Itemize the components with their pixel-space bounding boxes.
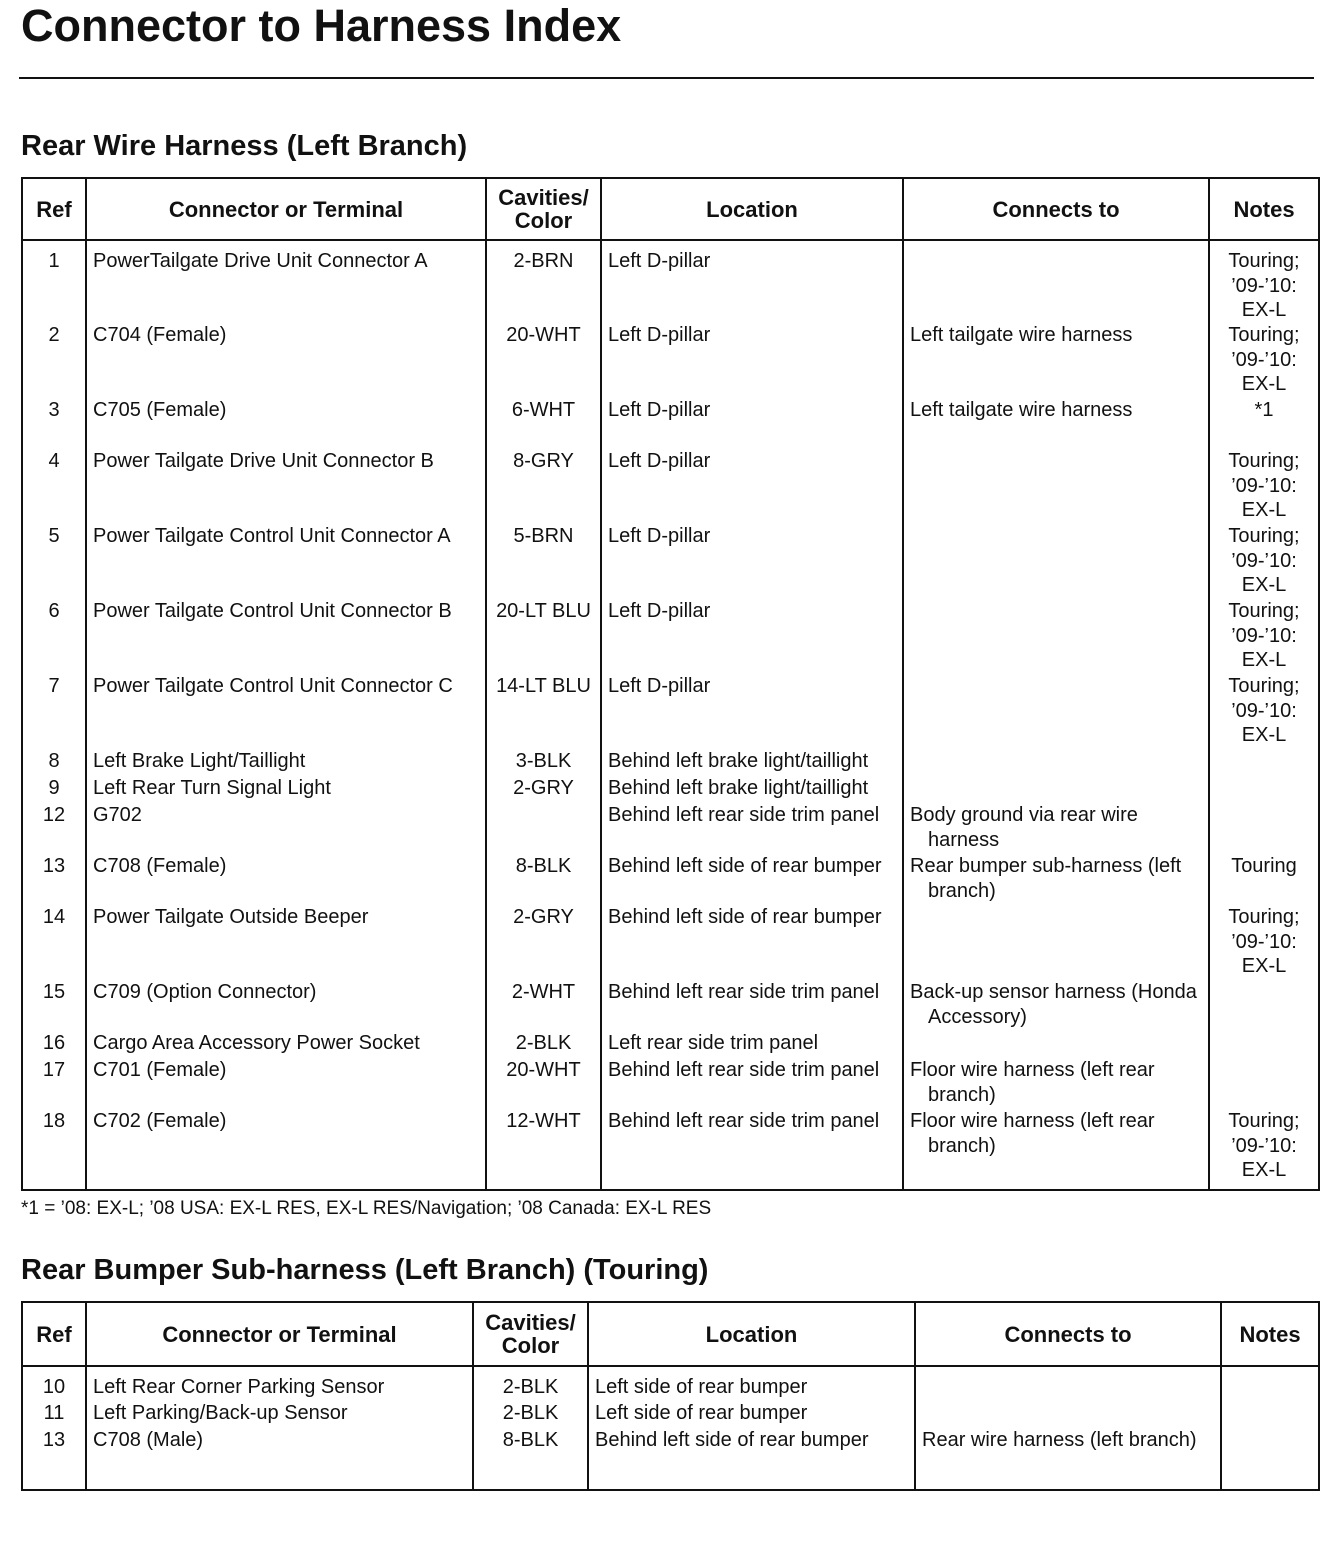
row-connector: [86, 599, 486, 674]
row-cavities: [486, 524, 601, 599]
row-cavities: [486, 905, 601, 980]
row-location: [601, 854, 903, 905]
row-notes: [1209, 749, 1319, 776]
row-ref-text: 8: [48, 750, 60, 772]
table-row: [22, 1031, 1319, 1058]
row-location-text: Behind left brake light/taillight: [608, 750, 869, 772]
row-location: [601, 524, 903, 599]
row-cavities: [486, 980, 601, 1031]
row-connector-text: C704 (Female): [93, 324, 227, 346]
row-ref: [22, 599, 86, 674]
table-row: [22, 749, 1319, 776]
row-location-text: Behind left side of rear bumper: [608, 855, 882, 877]
row-cavities-text: 2-GRY: [513, 906, 574, 928]
row-location-text: Left D-pillar: [608, 600, 711, 622]
row-notes: [1209, 323, 1319, 398]
row-connector: [86, 1366, 473, 1401]
row-location-text: Left D-pillar: [608, 399, 711, 421]
row-notes-text: Touring; ’09-’10: EX-L: [1228, 906, 1300, 977]
row-location-text: Left side of rear bumper: [595, 1402, 808, 1424]
row-cavities-text: 20-LT BLU: [496, 600, 591, 622]
row-connects-to: [915, 1366, 1221, 1401]
row-connects-to: [903, 1109, 1209, 1190]
table-row: [22, 776, 1319, 803]
row-connects-to: [903, 803, 1209, 854]
row-connector-text: PowerTailgate Drive Unit Connector A: [93, 250, 428, 272]
row-connects-to: [903, 854, 1209, 905]
row-location-text: Left side of rear bumper: [595, 1376, 808, 1398]
row-connector: [86, 776, 486, 803]
table-header-row: [22, 178, 1319, 240]
row-location: [601, 240, 903, 323]
table-row: [22, 1366, 1319, 1401]
row-location-text: Left D-pillar: [608, 324, 711, 346]
row-ref-text: 7: [48, 675, 60, 697]
row-ref: [22, 240, 86, 323]
row-ref-text: 1: [48, 250, 60, 272]
row-connector: [86, 1031, 486, 1058]
column-header-cavities: Cavities/ Color: [486, 178, 601, 240]
row-connects-to-text: Body ground via rear wire harness: [910, 804, 1138, 851]
row-location: [601, 1109, 903, 1190]
row-cavities-text: 8-BLK: [515, 855, 572, 877]
row-cavities: [486, 449, 601, 524]
row-location: [601, 599, 903, 674]
table-row: [22, 323, 1319, 398]
row-ref: [22, 776, 86, 803]
row-notes: [1209, 803, 1319, 854]
row-notes: [1209, 674, 1319, 749]
row-cavities: [486, 1058, 601, 1109]
row-notes: [1209, 1109, 1319, 1190]
row-location-text: Left rear side trim panel: [608, 1032, 819, 1054]
row-cavities: [486, 776, 601, 803]
row-cavities-text: 2-BRN: [513, 250, 574, 272]
row-connects-to-text: Rear wire harness (left branch): [922, 1429, 1197, 1451]
row-cavities-text: 2-BLK: [515, 1032, 572, 1054]
row-connector-text: Left Rear Corner Parking Sensor: [93, 1376, 385, 1398]
row-connects-to: [915, 1428, 1221, 1490]
row-location-text: Behind left rear side trim panel: [608, 804, 880, 826]
row-connector-text: Power Tailgate Control Unit Connector A: [93, 525, 451, 547]
column-header-notes: Notes: [1209, 178, 1319, 240]
row-location-text: Behind left rear side trim panel: [608, 981, 880, 1003]
row-connects-to: [903, 980, 1209, 1031]
row-location: [601, 674, 903, 749]
row-connector-text: Power Tailgate Drive Unit Connector B: [93, 450, 434, 472]
table-row: [22, 1428, 1319, 1490]
row-notes: [1209, 1031, 1319, 1058]
row-cavities: [486, 398, 601, 449]
row-location-text: Left D-pillar: [608, 250, 711, 272]
row-connector: [86, 1109, 486, 1190]
row-location-text: Behind left rear side trim panel: [608, 1110, 880, 1132]
row-notes: [1209, 398, 1319, 449]
column-header-connector: Connector or Terminal: [86, 178, 486, 240]
row-notes: [1209, 449, 1319, 524]
row-location: [601, 905, 903, 980]
row-connects-to: [903, 449, 1209, 524]
row-connector-text: Power Tailgate Control Unit Connector C: [93, 675, 453, 697]
row-connector: [86, 980, 486, 1031]
row-connector-text: C701 (Female): [93, 1059, 227, 1081]
row-cavities: [473, 1428, 588, 1490]
row-notes-text: Touring; ’09-’10: EX-L: [1228, 675, 1300, 746]
row-ref-text: 13: [42, 855, 66, 877]
row-location-text: Left D-pillar: [608, 525, 711, 547]
table-row: [22, 905, 1319, 980]
row-connector: [86, 398, 486, 449]
row-connects-to: [903, 749, 1209, 776]
row-cavities: [486, 240, 601, 323]
row-location-text: Behind left side of rear bumper: [595, 1429, 869, 1451]
table-row: [22, 803, 1319, 854]
table-row: [22, 524, 1319, 599]
row-connector-text: Left Parking/Back-up Sensor: [93, 1402, 348, 1424]
row-location-text: Behind left rear side trim panel: [608, 1059, 880, 1081]
row-connector: [86, 524, 486, 599]
row-notes-text: Touring; ’09-’10: EX-L: [1228, 250, 1300, 321]
row-connector-text: Power Tailgate Control Unit Connector B: [93, 600, 452, 622]
section-title-rear-wire-harness: Rear Wire Harness (Left Branch): [21, 130, 468, 162]
row-connects-to: [903, 674, 1209, 749]
row-connector-text: C709 (Option Connector): [93, 981, 317, 1003]
column-header-location: Location: [588, 1302, 915, 1366]
table-row: [22, 1058, 1319, 1109]
row-ref: [22, 854, 86, 905]
column-header-connects-to: Connects to: [903, 178, 1209, 240]
row-ref-text: 13: [42, 1429, 66, 1451]
row-notes: [1209, 1058, 1319, 1109]
row-ref-text: 15: [42, 981, 66, 1003]
row-cavities: [486, 323, 601, 398]
row-connector-text: Left Brake Light/Taillight: [93, 750, 306, 772]
row-cavities-text: 6-WHT: [511, 399, 576, 421]
row-ref: [22, 1031, 86, 1058]
column-header-cavities: Cavities/ Color: [473, 1302, 588, 1366]
row-connector-text: Cargo Area Accessory Power Socket: [93, 1032, 420, 1054]
row-ref-text: 18: [42, 1110, 66, 1132]
row-notes-text: *1: [1254, 399, 1274, 421]
row-notes-text: Touring: [1231, 855, 1297, 877]
row-ref: [22, 1058, 86, 1109]
row-cavities: [486, 599, 601, 674]
row-ref: [22, 1428, 86, 1490]
table-row: [22, 674, 1319, 749]
row-notes: [1221, 1401, 1319, 1428]
row-ref: [22, 803, 86, 854]
row-connects-to: [903, 524, 1209, 599]
column-header-ref: Ref: [22, 178, 86, 240]
row-location: [601, 980, 903, 1031]
row-location: [601, 803, 903, 854]
row-connects-to-text: Floor wire harness (left rear branch): [910, 1059, 1155, 1106]
row-ref-text: 14: [42, 906, 66, 928]
row-cavities: [486, 1109, 601, 1190]
row-location: [601, 1058, 903, 1109]
row-connects-to-text: Left tailgate wire harness: [910, 324, 1133, 346]
row-ref-text: 10: [42, 1376, 66, 1398]
row-notes-text: Touring; ’09-’10: EX-L: [1228, 324, 1300, 395]
table-row: [22, 398, 1319, 449]
row-connects-to: [903, 599, 1209, 674]
row-cavities-text: 2-GRY: [513, 777, 574, 799]
row-cavities: [486, 854, 601, 905]
row-notes: [1209, 854, 1319, 905]
row-connector-text: Power Tailgate Outside Beeper: [93, 906, 369, 928]
row-cavities: [486, 749, 601, 776]
row-connector: [86, 854, 486, 905]
row-connector-text: Left Rear Turn Signal Light: [93, 777, 331, 799]
table-row: [22, 980, 1319, 1031]
row-ref: [22, 980, 86, 1031]
row-connects-to: [903, 398, 1209, 449]
row-cavities-text: 20-WHT: [506, 324, 581, 346]
row-cavities-text: 8-GRY: [513, 450, 574, 472]
table-row: [22, 1109, 1319, 1190]
column-header-notes: Notes: [1221, 1302, 1319, 1366]
row-cavities-text: 14-LT BLU: [496, 675, 591, 697]
table-row: [22, 1401, 1319, 1428]
column-header-connector: Connector or Terminal: [86, 1302, 473, 1366]
row-ref: [22, 323, 86, 398]
rear-bumper-sub-harness-table: [21, 1301, 1320, 1491]
rear-wire-harness-table: [21, 177, 1320, 1191]
row-notes: [1209, 776, 1319, 803]
rear-bumper-sub-harness-rows: [22, 1366, 1319, 1490]
row-connects-to: [903, 1058, 1209, 1109]
row-connector: [86, 240, 486, 323]
row-connector: [86, 1401, 473, 1428]
row-ref: [22, 905, 86, 980]
table-header-row: [22, 1302, 1319, 1366]
row-connects-to: [903, 240, 1209, 323]
row-location: [588, 1428, 915, 1490]
row-connector-text: C705 (Female): [93, 399, 227, 421]
row-notes-text: Touring; ’09-’10: EX-L: [1228, 1110, 1300, 1181]
row-connects-to-text: Left tailgate wire harness: [910, 399, 1133, 421]
row-ref: [22, 1401, 86, 1428]
row-connects-to: [915, 1401, 1221, 1428]
row-ref: [22, 524, 86, 599]
row-ref-text: 12: [42, 804, 66, 826]
row-cavities-text: 2-WHT: [511, 981, 576, 1003]
table-row: [22, 599, 1319, 674]
footnote: *1 = ’08: EX-L; ’08 USA: EX-L RES, EX-L RES/Navigation; ’08 Canada: EX-L RES: [21, 1198, 712, 1219]
table-row: [22, 449, 1319, 524]
row-cavities: [473, 1401, 588, 1428]
row-connector-text: C702 (Female): [93, 1110, 227, 1132]
table-row: [22, 854, 1319, 905]
row-notes: [1209, 905, 1319, 980]
row-notes-text: Touring; ’09-’10: EX-L: [1228, 600, 1300, 671]
row-ref-text: 6: [48, 600, 60, 622]
row-location: [601, 323, 903, 398]
row-cavities-text: 8-BLK: [502, 1429, 559, 1451]
column-header-location: Location: [601, 178, 903, 240]
row-location: [588, 1401, 915, 1428]
row-location-text: Left D-pillar: [608, 675, 711, 697]
rear-wire-harness-rows: [22, 240, 1319, 1190]
title-divider: [19, 77, 1314, 79]
column-header-connects-to: Connects to: [915, 1302, 1221, 1366]
row-ref-text: 9: [48, 777, 60, 799]
row-ref: [22, 674, 86, 749]
row-ref-text: 4: [48, 450, 60, 472]
row-connects-to: [903, 776, 1209, 803]
row-location: [601, 449, 903, 524]
row-ref-text: 11: [43, 1402, 65, 1424]
row-connector-text: C708 (Female): [93, 855, 227, 877]
row-connector: [86, 1058, 486, 1109]
row-cavities: [486, 674, 601, 749]
row-notes-text: Touring; ’09-’10: EX-L: [1228, 450, 1300, 521]
row-ref: [22, 398, 86, 449]
row-location-text: Behind left brake light/taillight: [608, 777, 869, 799]
row-cavities: [473, 1366, 588, 1401]
row-location: [601, 398, 903, 449]
row-ref: [22, 1109, 86, 1190]
row-connects-to-text: Rear bumper sub-harness (left branch): [910, 855, 1182, 902]
row-location-text: Left D-pillar: [608, 450, 711, 472]
row-connects-to: [903, 1031, 1209, 1058]
row-connector: [86, 1428, 473, 1490]
row-connects-to: [903, 905, 1209, 980]
row-cavities: [486, 803, 601, 854]
row-notes-text: Touring; ’09-’10: EX-L: [1228, 525, 1300, 596]
row-cavities-text: 5-BRN: [513, 525, 574, 547]
row-location: [601, 1031, 903, 1058]
row-ref-text: 16: [42, 1032, 66, 1054]
row-notes: [1209, 240, 1319, 323]
row-connects-to-text: Back-up sensor harness (Honda Accessory): [910, 981, 1197, 1028]
row-connector: [86, 803, 486, 854]
row-location: [601, 776, 903, 803]
row-notes: [1209, 599, 1319, 674]
row-ref-text: 5: [48, 525, 60, 547]
row-location: [601, 749, 903, 776]
row-connector: [86, 674, 486, 749]
row-ref-text: 3: [48, 399, 60, 421]
row-cavities: [486, 1031, 601, 1058]
row-cavities-text: 12-WHT: [506, 1110, 581, 1132]
row-cavities-text: 2-BLK: [502, 1402, 559, 1424]
row-connector: [86, 905, 486, 980]
row-notes: [1221, 1428, 1319, 1490]
row-ref: [22, 749, 86, 776]
row-connector: [86, 749, 486, 776]
row-cavities-text: 20-WHT: [506, 1059, 581, 1081]
row-location: [588, 1366, 915, 1401]
row-ref-text: 2: [48, 324, 60, 346]
row-location-text: Behind left side of rear bumper: [608, 906, 882, 928]
row-connector: [86, 323, 486, 398]
row-connector: [86, 449, 486, 524]
row-ref-text: 17: [42, 1059, 66, 1081]
row-connects-to-text: Floor wire harness (left rear branch): [910, 1110, 1155, 1157]
row-ref: [22, 449, 86, 524]
table-row: [22, 240, 1319, 323]
row-connects-to: [903, 323, 1209, 398]
page-title: Connector to Harness Index: [21, 0, 622, 51]
row-connector-text: C708 (Male): [93, 1429, 204, 1451]
row-cavities-text: 2-BLK: [502, 1376, 559, 1398]
row-cavities-text: 3-BLK: [515, 750, 572, 772]
row-ref: [22, 1366, 86, 1401]
row-connector-text: G702: [93, 804, 142, 826]
row-notes: [1209, 524, 1319, 599]
row-notes: [1221, 1366, 1319, 1401]
section-title-rear-bumper-sub-harness: Rear Bumper Sub-harness (Left Branch) (Touring): [21, 1254, 709, 1286]
column-header-ref: Ref: [22, 1302, 86, 1366]
row-notes: [1209, 980, 1319, 1031]
